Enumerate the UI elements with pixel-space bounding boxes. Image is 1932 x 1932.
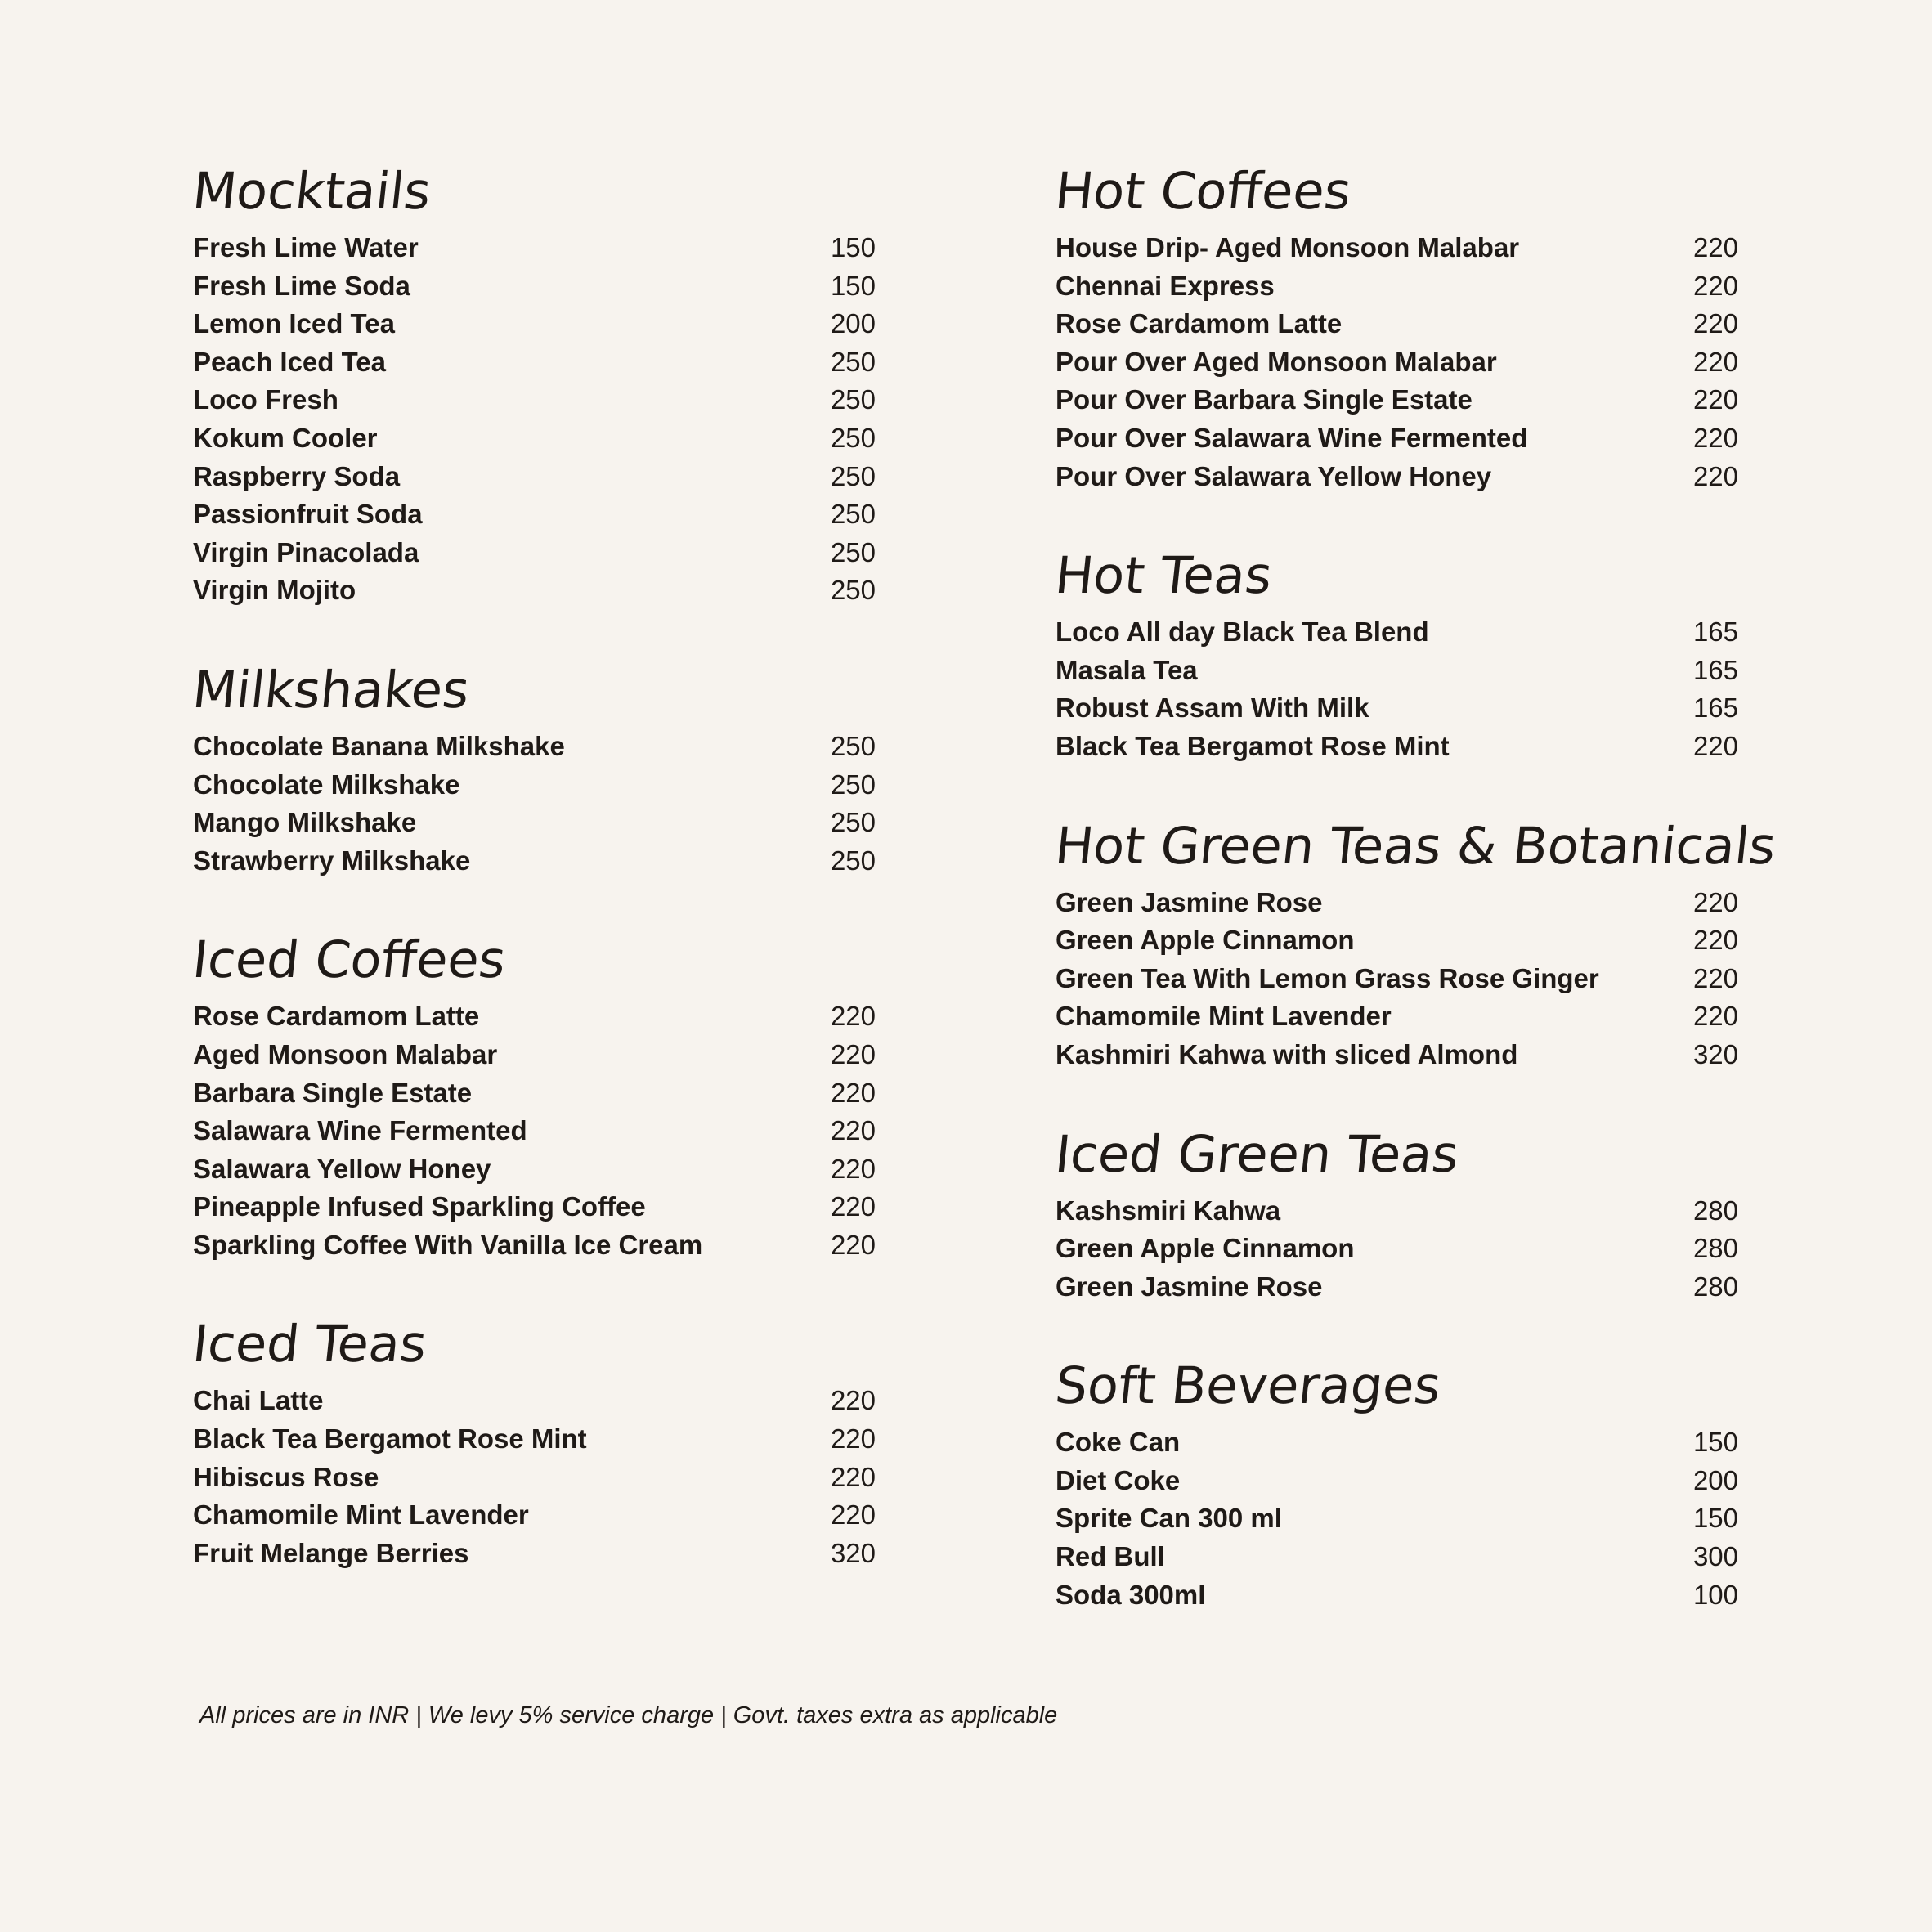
- section-title: Iced Teas: [190, 1314, 430, 1374]
- item-price: 220: [1692, 422, 1738, 453]
- item-name: Black Tea Bergamot Rose Mint: [193, 1423, 587, 1455]
- item-price: 220: [830, 1077, 876, 1108]
- menu-item: [193, 1535, 876, 1573]
- menu-item: [1056, 613, 1738, 652]
- section-hot-coffees: [1052, 160, 1738, 495]
- item-price: 165: [1692, 654, 1738, 685]
- item-price: 220: [830, 1191, 876, 1222]
- menu-item: [1056, 419, 1738, 458]
- item-name: Rose Cardamom Latte: [1056, 308, 1343, 339]
- item-price: 220: [1692, 384, 1738, 415]
- item-name: Loco Fresh: [193, 384, 338, 415]
- menu-item: [1056, 1538, 1738, 1576]
- item-name: Salawara Wine Fermented: [193, 1115, 527, 1146]
- item-name: Barbara Single Estate: [193, 1077, 473, 1108]
- menu-item: [193, 305, 876, 343]
- item-price: 250: [830, 422, 876, 453]
- item-name: Green Apple Cinnamon: [1056, 1233, 1355, 1264]
- item-name: Lemon Iced Tea: [193, 308, 395, 339]
- item-name: Fruit Melange Berries: [193, 1537, 469, 1568]
- item-name: Fresh Lime Soda: [193, 270, 410, 301]
- item-name: Virgin Mojito: [193, 575, 356, 606]
- item-name: Pour Over Barbara Single Estate: [1056, 384, 1473, 415]
- item-price: 250: [830, 384, 876, 415]
- menu-item: [193, 1382, 876, 1420]
- section-title: Iced Green Teas: [1052, 1123, 1462, 1184]
- item-price: 220: [830, 1001, 876, 1032]
- item-name: Green Jasmine Rose: [1056, 886, 1323, 917]
- item-list: [1056, 229, 1738, 495]
- item-name: Red Bull: [1056, 1541, 1165, 1572]
- item-name: Chai Latte: [193, 1385, 324, 1416]
- footnote: All prices are in INR | We levy 5% service charge | Govt. taxes extra as applicable: [199, 1702, 1058, 1728]
- item-price: 200: [1692, 1464, 1738, 1495]
- item-list: [193, 1382, 876, 1572]
- menu-item: [193, 1496, 876, 1535]
- item-price: 220: [830, 1153, 876, 1184]
- menu-item: [193, 804, 876, 842]
- menu-item: [1056, 1499, 1738, 1538]
- item-price: 220: [1692, 270, 1738, 301]
- menu-item: [193, 1459, 876, 1497]
- item-price: 250: [830, 730, 876, 761]
- item-name: Chamomile Mint Lavender: [193, 1499, 529, 1531]
- menu-item: [1056, 381, 1738, 419]
- item-price: 100: [1692, 1579, 1738, 1610]
- menu-item: [193, 997, 876, 1036]
- item-price: 220: [830, 1229, 876, 1260]
- menu-item: [193, 267, 876, 306]
- item-price: 220: [1692, 460, 1738, 491]
- item-name: Chocolate Banana Milkshake: [193, 730, 565, 761]
- section-title: Iced Coffees: [190, 930, 509, 990]
- section-title: Hot Green Teas & Botanicals: [1052, 815, 1779, 876]
- item-price: 320: [830, 1537, 876, 1568]
- item-name: Loco All day Black Tea Blend: [1056, 616, 1429, 648]
- item-price: 250: [830, 845, 876, 876]
- item-name: Pour Over Salawara Wine Fermented: [1056, 422, 1528, 453]
- item-price: 220: [830, 1461, 876, 1492]
- item-name: Kashmiri Kahwa with sliced Almond: [1056, 1038, 1518, 1069]
- menu-item: [1056, 728, 1738, 766]
- item-price: 165: [1692, 616, 1738, 648]
- menu-item: [193, 766, 876, 805]
- item-price: 280: [1692, 1195, 1738, 1226]
- menu-item: [1056, 884, 1738, 922]
- menu-item: [1056, 652, 1738, 690]
- menu-item: [193, 728, 876, 766]
- item-name: Pineapple Infused Sparkling Coffee: [193, 1191, 646, 1222]
- item-name: Green Tea With Lemon Grass Rose Ginger: [1056, 962, 1599, 993]
- item-price: 250: [830, 346, 876, 377]
- item-name: House Drip- Aged Monsoon Malabar: [1056, 232, 1520, 262]
- item-price: 250: [830, 575, 876, 606]
- menu: [190, 160, 1779, 1663]
- section-mocktails: [190, 160, 876, 610]
- item-name: Masala Tea: [1056, 654, 1198, 685]
- section-title: Hot Teas: [1052, 545, 1275, 606]
- item-price: 165: [1692, 693, 1738, 724]
- item-name: Robust Assam With Milk: [1056, 693, 1369, 724]
- item-name: Pour Over Aged Monsoon Malabar: [1056, 346, 1497, 377]
- menu-item: [1056, 305, 1738, 343]
- item-name: Chocolate Milkshake: [193, 769, 460, 800]
- item-name: Virgin Pinacolada: [193, 536, 419, 567]
- item-price: 150: [1692, 1427, 1738, 1458]
- item-name: Passionfruit Soda: [193, 499, 423, 530]
- item-list: [1056, 1192, 1738, 1307]
- section-title: Hot Coffees: [1052, 161, 1354, 221]
- item-price: 220: [830, 1499, 876, 1531]
- menu-item: [193, 534, 876, 572]
- item-price: 200: [830, 308, 876, 339]
- item-price: 220: [1692, 1001, 1738, 1032]
- item-price: 220: [830, 1115, 876, 1146]
- item-price: 280: [1692, 1233, 1738, 1264]
- item-name: Pour Over Salawara Yellow Honey: [1056, 460, 1492, 491]
- section-title: Soft Beverages: [1052, 1356, 1444, 1416]
- menu-item: [193, 1188, 876, 1226]
- item-price: 220: [1692, 232, 1738, 262]
- item-price: 250: [830, 807, 876, 838]
- menu-item: [1056, 960, 1738, 998]
- item-name: Raspberry Soda: [193, 460, 401, 491]
- item-name: Strawberry Milkshake: [193, 845, 471, 876]
- item-price: 250: [830, 499, 876, 530]
- menu-item: [1056, 458, 1738, 496]
- menu-item: [193, 1226, 876, 1265]
- item-list: [1056, 613, 1738, 765]
- item-name: Salawara Yellow Honey: [193, 1153, 491, 1184]
- item-name: Chamomile Mint Lavender: [1056, 1001, 1392, 1032]
- section-title: Mocktails: [190, 161, 434, 221]
- item-name: Sprite Can 300 ml: [1056, 1503, 1282, 1534]
- menu-item: [193, 458, 876, 496]
- menu-item: [193, 572, 876, 610]
- menu-item: [193, 1036, 876, 1074]
- item-name: Black Tea Bergamot Rose Mint: [1056, 730, 1450, 761]
- section-milkshakes: [190, 659, 876, 880]
- section-iced-teas: [190, 1313, 876, 1572]
- item-price: 150: [1692, 1503, 1738, 1534]
- item-name: Diet Coke: [1056, 1464, 1181, 1495]
- item-name: Chennai Express: [1056, 270, 1275, 301]
- item-name: Fresh Lime Water: [193, 232, 419, 262]
- item-list: [193, 997, 876, 1264]
- menu-item: [1056, 1423, 1738, 1462]
- menu-item: [1056, 1576, 1738, 1615]
- item-price: 280: [1692, 1271, 1738, 1302]
- menu-item: [1056, 1268, 1738, 1307]
- menu-column-right: [1052, 160, 1779, 1663]
- item-price: 220: [1692, 730, 1738, 761]
- section-soft-beverages: [1052, 1355, 1738, 1614]
- section-hot-teas: [1052, 545, 1738, 765]
- menu-item: [193, 381, 876, 419]
- item-price: 150: [830, 270, 876, 301]
- menu-item: [1056, 1462, 1738, 1500]
- section-iced-green-teas: [1052, 1123, 1738, 1307]
- item-list: [1056, 884, 1738, 1074]
- item-price: 220: [830, 1385, 876, 1416]
- section-hot-green-teas: [1052, 815, 1779, 1074]
- menu-item: [1056, 267, 1738, 306]
- menu-item: [1056, 689, 1738, 728]
- item-price: 250: [830, 769, 876, 800]
- section-title: Milkshakes: [190, 659, 473, 719]
- menu-item: [1056, 1192, 1738, 1230]
- menu-item: [1056, 229, 1738, 267]
- menu-item: [1056, 1036, 1738, 1074]
- item-price: 150: [830, 232, 876, 262]
- item-name: Mango Milkshake: [193, 807, 417, 838]
- menu-item: [193, 343, 876, 382]
- item-name: Aged Monsoon Malabar: [193, 1038, 498, 1069]
- item-price: 220: [1692, 962, 1738, 993]
- menu-item: [193, 1112, 876, 1150]
- item-price: 320: [1692, 1038, 1738, 1069]
- item-price: 220: [1692, 346, 1738, 377]
- item-price: 250: [830, 536, 876, 567]
- item-name: Sparkling Coffee With Vanilla Ice Cream: [193, 1229, 703, 1260]
- item-name: Green Jasmine Rose: [1056, 1271, 1323, 1302]
- item-price: 220: [830, 1038, 876, 1069]
- item-name: Green Apple Cinnamon: [1056, 925, 1355, 956]
- item-price: 220: [830, 1423, 876, 1455]
- menu-column-left: [190, 160, 876, 1663]
- item-name: Coke Can: [1056, 1427, 1181, 1458]
- item-list: [193, 229, 876, 610]
- item-price: 220: [1692, 886, 1738, 917]
- item-name: Kokum Cooler: [193, 422, 378, 453]
- item-price: 250: [830, 460, 876, 491]
- menu-item: [1056, 921, 1738, 960]
- menu-item: [193, 1150, 876, 1189]
- menu-item: [193, 1074, 876, 1113]
- menu-item: [1056, 1230, 1738, 1268]
- item-name: Kashsmiri Kahwa: [1056, 1195, 1281, 1226]
- item-name: Rose Cardamom Latte: [193, 1001, 480, 1032]
- menu-item: [1056, 997, 1738, 1036]
- menu-item: [1056, 343, 1738, 382]
- menu-item: [193, 419, 876, 458]
- menu-item: [193, 229, 876, 267]
- item-list: [193, 728, 876, 880]
- menu-item: [193, 1420, 876, 1459]
- item-name: Peach Iced Tea: [193, 346, 387, 377]
- item-name: Soda 300ml: [1056, 1579, 1206, 1610]
- menu-item: [193, 842, 876, 881]
- item-list: [1056, 1423, 1738, 1614]
- item-price: 220: [1692, 308, 1738, 339]
- item-price: 300: [1692, 1541, 1738, 1572]
- item-price: 220: [1692, 925, 1738, 956]
- section-iced-coffees: [190, 929, 876, 1264]
- menu-item: [193, 495, 876, 534]
- item-name: Hibiscus Rose: [193, 1461, 379, 1492]
